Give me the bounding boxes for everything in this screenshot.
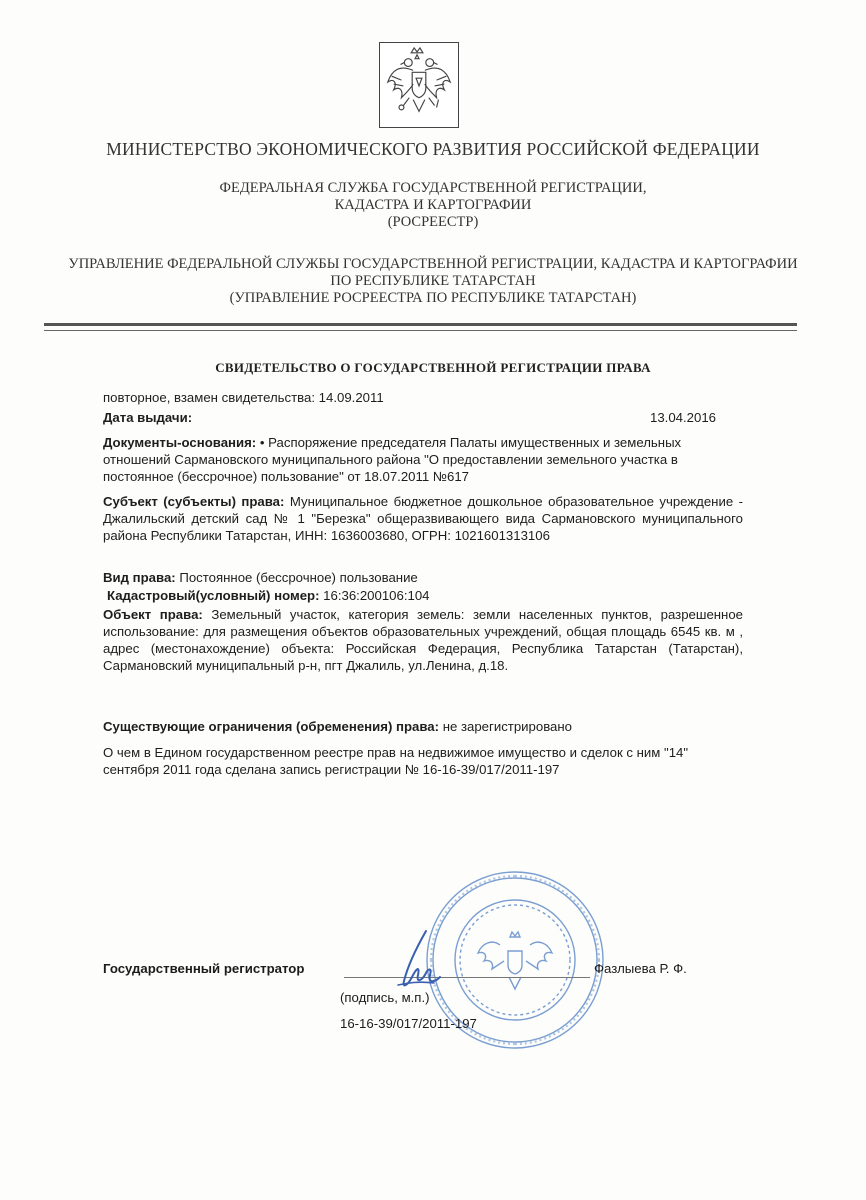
registrar-name: Фазлыева Р. Ф.	[594, 961, 687, 976]
service-line-2: КАДАСТРА И КАРТОГРАФИИ	[334, 197, 532, 213]
coat-of-arms-emblem-icon	[379, 42, 459, 128]
service-line-3: (РОСРЕЕСТР)	[387, 214, 479, 230]
documents-label: Документы-основания:	[103, 435, 257, 450]
header-divider-thick	[44, 323, 797, 326]
document-title: СВИДЕТЕЛЬСТВО О ГОСУДАРСТВЕННОЙ РЕГИСТРАЦИИ ПРАВА	[215, 360, 651, 375]
right-kind-label: Вид права:	[103, 570, 176, 585]
handwritten-signature-icon	[378, 925, 458, 1005]
cadastral-number	[107, 587, 747, 604]
header-divider-thin	[44, 330, 797, 331]
object-label: Объект права:	[103, 607, 203, 622]
right-kind	[103, 569, 743, 586]
service-line-1: ФЕДЕРАЛЬНАЯ СЛУЖБА ГОСУДАРСТВЕННОЙ РЕГИСТРАЦИИ,	[219, 180, 647, 196]
documents-value: • Распоряжение председателя Палаты имущественных и земельных отношений Сармановского муниципального района "О предоставлении земельного участка в постоянное (бессрочное) пользование" от 18.07.2011 №617	[103, 435, 682, 484]
subject-label: Субъект (субъекты) права:	[103, 494, 285, 509]
object-value: Земельный участок, категория земель: земли населенных пунктов, разрешенное использование: для размещения объектов образовательных учреждений, общая площадь 6545 кв. м , адрес (местонахождение) объекта: Российская Федерация, Республика Татарстан (Татарстан), Сармановский муниципальный р-н, пгт Джалиль, ул.Ленина, д.18.	[103, 607, 744, 673]
subject-value: Муниципальное бюджетное дошкольное образовательное учреждение - Джалильский детский сад № 1 "Березка" общеразвивающего вида Сармановского муниципального района Республики Татарстан, ИНН: 1636003680, ОГРН: 1021601313106	[103, 494, 743, 543]
signature-caption: (подпись, м.п.)	[340, 990, 430, 1005]
limits-label: Существующие ограничения (обременения) права:	[103, 719, 440, 734]
ministry-heading	[0, 139, 866, 160]
right-subject	[103, 493, 743, 544]
documents-basis	[103, 434, 743, 485]
registrar-label: Государственный регистратор	[103, 961, 305, 976]
ministry-name: МИНИСТЕРСТВО ЭКОНОМИЧЕСКОГО РАЗВИТИЯ РОССИЙСКОЙ ФЕДЕРАЦИИ	[106, 139, 760, 159]
office-line-1: УПРАВЛЕНИЕ ФЕДЕРАЛЬНОЙ СЛУЖБЫ ГОСУДАРСТВЕННОЙ РЕГИСТРАЦИИ, КАДАСТРА И КАРТОГРАФИИ	[68, 256, 798, 272]
issue-date-row	[103, 409, 743, 426]
service-heading	[0, 180, 866, 231]
office-line-3: (УПРАВЛЕНИЕ РОСРЕЕСТРА ПО РЕСПУБЛИКЕ ТАТАРСТАН)	[229, 290, 637, 306]
right-object	[103, 606, 743, 674]
cadastral-value: 16:36:200106:104	[323, 588, 430, 603]
registry-record-text: О чем в Едином государственном реестре прав на недвижимое имущество и сделок с ним "14" сентября 2011 года сделана запись регистрации № 16-16-39/017/2011-197	[103, 745, 689, 777]
right-kind-value: Постоянное (бессрочное) пользование	[179, 570, 418, 585]
registration-number: 16-16-39/017/2011-197	[340, 1016, 477, 1031]
issue-date-label: Дата выдачи:	[103, 410, 193, 425]
issue-date-value: 13.04.2016	[650, 410, 717, 425]
limits-value: не зарегистрировано	[442, 719, 573, 734]
repeat-note: повторное, взамен свидетельства: 14.09.2011	[103, 390, 384, 405]
cadastral-label: Кадастровый(условный) номер:	[107, 588, 320, 603]
office-line-2: ПО РЕСПУБЛИКЕ ТАТАРСТАН	[330, 273, 536, 289]
encumbrances	[103, 718, 743, 735]
office-heading	[0, 256, 866, 307]
